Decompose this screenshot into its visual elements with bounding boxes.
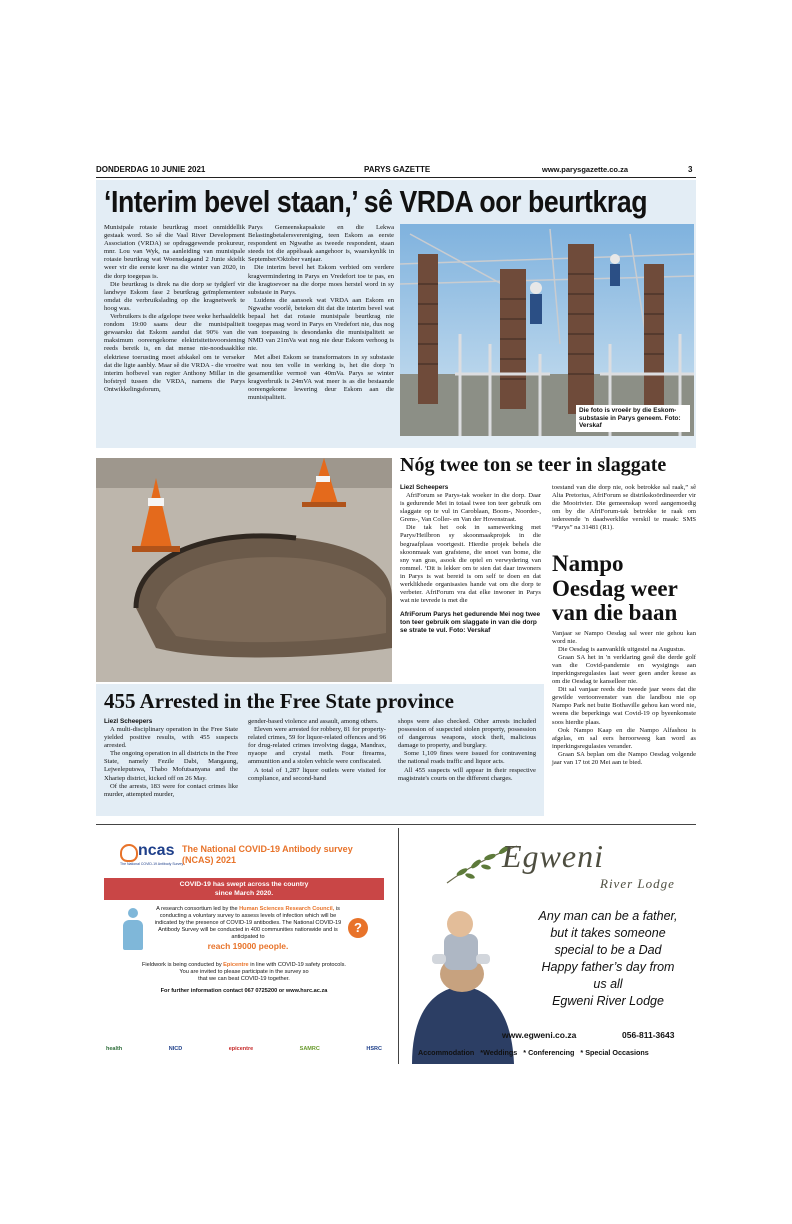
paragraph: Die interim bevel het Eskom verbied om verdere kragvermindering in Parys en Vredefort toe te pas, en die kragtoevoer na die dorpe moes herstel word in sy substasie in Parys. xyxy=(248,264,394,296)
paragraph: Dit sal vanjaar reeds die tweede jaar wees dat die gewilde vertoonvenster van die landbou nie op Nampo Park net buite Bothaville gehou kan word nie, weens die beperkings wat Covid-19 op byeenkomste soos hierdie plaas. xyxy=(552,686,696,726)
partner-logo: SAMRC xyxy=(299,1046,320,1052)
article-column xyxy=(104,224,245,394)
photo-caption: AfriForum Parys het gedurende Mei nog twee ton teer gebruik om slaggate in van die dorp se strate te vul. Foto: Verskaf xyxy=(400,611,541,635)
website: www.parysgazette.co.za xyxy=(542,165,629,174)
paragraph: Graan SA het in 'n verklaring gesê die derde golf van die Covid-pandemie en wysigings aan inperkingsregulasies laat weer geen ander keuse as om die Oesdag te kanselleer nie. xyxy=(552,653,696,686)
partner-logo: epicentre xyxy=(228,1046,254,1052)
partner-logo: HSRC xyxy=(366,1046,382,1052)
paragraph: Ook Nampo Kaap en die Nampo Alfashou is afgelas, en sal eers heroorweeg kan word as inperkingsregulasies verander. xyxy=(552,726,696,750)
ncas-reach: reach 19000 people. xyxy=(207,941,289,951)
substation-photo xyxy=(400,224,694,436)
egweni-services: Accommodation *Weddings * Conferencing * Special Occasions xyxy=(418,1048,649,1057)
article-column xyxy=(398,718,536,783)
photo-caption: Die foto is vroeër by die Eskom-substasie in Parys geneem. Foto: Verskaf xyxy=(579,407,681,430)
issue-date: DONDERDAG 10 JUNIE 2021 xyxy=(96,165,206,174)
paragraph: Of the arrests, 183 were for contact crimes like murder, attempted murder, xyxy=(104,782,238,798)
egweni-brand-sub: River Lodge xyxy=(600,876,675,891)
paragraph: AfriForum se Parys-tak woeker in die dorp. Daar is gedurende Mei in totaal twee ton teer gebruik om slaggate op te vul in Caroblaan, Boom-, Noorder-, Grens-, Van Coller- en Van der Hovenstraat. xyxy=(400,492,541,524)
article-headline: 455 Arrested in the Free State province xyxy=(104,689,454,713)
article-column xyxy=(552,484,696,533)
photo-caption-box xyxy=(576,405,690,432)
paragraph: Parys Gemeenskapsaksie en die Lekwa Belastingbetalersvereniging, teen Eskom as eerste respondent en Ngwathe as tweede respondent, staan steeds tot die appèlsaak aangehoor is, waarskynlik in September/Oktober vanjaar. xyxy=(248,224,394,264)
ncas-logo-icon xyxy=(120,844,138,862)
article-nampo xyxy=(552,552,696,822)
paragraph: A total of 1,287 liquor outlets were visited for compliance, and second-hand xyxy=(248,766,386,782)
paragraph: All 455 suspects will appear in their respective magistrate's courts on the different charges. xyxy=(398,766,536,782)
article-column xyxy=(104,718,238,799)
ncas-banner: COVID-19 has swept across the country since March 2020. xyxy=(104,878,384,900)
paragraph: Eleven were arrested for robbery, 81 for property-related crimes, 59 for liquor-related offences and 96 for drug-related crimes involving dagga, Mandrax, nyaope and crystal meth. Four firearms, ammunition and a stolen vehicle were confiscated. xyxy=(248,726,386,766)
paper-name: PARYS GAZETTE xyxy=(364,165,431,174)
byline: Liezl Scheepers xyxy=(400,484,449,491)
ad-divider xyxy=(398,828,399,1064)
paragraph: Vanjaar se Nampo Oesdag sal weer nie gehou kan word nie. xyxy=(552,629,696,645)
paragraph: Die tak het ook in samewerking met Parys/Heilbron sy skoonmaakprojek in die begraafplaas voortgesit. Hierdie projek behels die skoonmaak van grafstene, die snoei van bome, die sny van gras, asook die optel en verwydering van rommel. ‘Dit is lekker om te sien dat daar inwoners in Parys is wat bereid is om self te doen en dat werklikhede organisasies hande vat om die dorp te verbeter. AfriForum vra dat elke inwoner in Parys wat nie tevrede is met die xyxy=(400,524,541,605)
ncas-person-icon xyxy=(120,908,146,954)
paragraph: Graan SA beplan om die Nampo Oesdag volgende jaar van 17 tot 20 Mei aan te bied. xyxy=(552,750,696,766)
paragraph: gender-based violence and assault, among others. xyxy=(248,718,379,725)
partner-logo: health xyxy=(106,1046,123,1052)
paragraph: Die beurtkrag is direk na die dorp se tydglerf vir landwye Eskom fase 2 beurtkrag geïmplementeer omdat die verbruikslading op die kragnetwerk te hoog was. xyxy=(104,280,245,312)
article-column xyxy=(248,224,394,402)
article-arrests xyxy=(96,684,544,816)
paragraph: Verbruikers is die afgelope twee weke herhaaldelik rondom 19:00 saans deur die munisipaliteit gewaarsku dat Eskom aandui dat 90% van die maksimum ooreengekome elektrisiteitsvoorsiening reeds bereik is, en dat mense nie-noodsaaklike elektriese toerusting moet afskakel om te verseker dat die ligte aanbly. Maar sê die VRDA - die vroeëre interim hofbevel van regter Anthony Millar in die hofstryd tussen die VRDA, namens die Parys Ontwikkelingsforum, xyxy=(104,313,245,393)
paragraph: shops were also checked. Other arrests included possession of suspected stolen property, possession of dangerous weapons, stock theft, malicious damage to property, and burglary. xyxy=(398,718,536,750)
ncas-logo-sub: The National COVID-19 Antibody Survey xyxy=(120,862,184,866)
paragraph: Met albei Eskom se transformators in sy substasie wat nou ten volle in werking is, het die dorp 'n gesamentlike vermoë van 40mVa. Parys se winter kragverbruik is 24mVA wat meer is as die bestaande ooreengekome lewering deur Eskom aan die munisipaliteit. xyxy=(248,353,394,401)
article-column xyxy=(248,718,386,783)
ncas-body: A research consortium led by the Human Sciences Research Council, is conducting a voluntary survey to assess levels of infection which will be indicated by the presence of COVID-19 antibodies. The National COVID-19 Antibody Survey will be conducted in 400 communities nationwide and is anticipated to reach 19000 people. xyxy=(150,906,346,952)
paragraph: A multi-disciplinary operation in the Free State yielded positive results, with 455 suspects arrested. xyxy=(104,726,238,750)
substation-illustration xyxy=(400,224,694,436)
paragraph: The ongoing operation in all districts in the Free State, namely Fezile Dabi, Mangaung, Lejweleputswa, Thabo Mofutsanyana and the Xhariep district, kicked off on 26 May. xyxy=(104,750,238,782)
ncas-logo-text: ncas xyxy=(138,842,175,859)
paragraph: Some 1,109 fines were issued for contravening the national roads traffic and liquor acts. xyxy=(398,750,536,766)
ncas-title: The National COVID-19 Antibody survey (NCAS) 2021 xyxy=(182,844,353,865)
question-icon: ? xyxy=(348,918,368,938)
partner-logo: NICD xyxy=(168,1046,183,1052)
pothole-illustration xyxy=(96,458,392,682)
article-headline: Nampo Oesdag weer van die baan xyxy=(552,551,678,625)
ncas-fieldwork: Fieldwork is being conducted by Epicentre in line with COVID-19 safety protocols. You are invited to please participate in the survey so that we can beat COVID-19 together. For further information contact 067 0725200 or www.hsrc.ac.za xyxy=(104,962,384,995)
ncas-contact: For further information contact 067 0725200 or www.hsrc.ac.za xyxy=(160,988,328,994)
article-column xyxy=(400,484,541,635)
egweni-message: Any man can be a father, but it takes someone special to be a Dad Happy father’s day from us all Egweni River Lodge xyxy=(538,909,678,1008)
byline: Liezl Scheepers xyxy=(104,718,153,725)
article-beurtkrag xyxy=(96,180,696,448)
ncas-partner-logos xyxy=(106,1042,382,1056)
page-number: 3 xyxy=(688,165,693,174)
egweni-phone: 056-811-3643 xyxy=(622,1030,675,1040)
ncas-logo xyxy=(120,840,184,874)
article-headline: Nóg twee ton se teer in slaggate xyxy=(400,454,667,476)
paragraph: Luidens die aansoek wat VRDA aan Eskom en Ngwathe voorlê, beteken dit dat die interim bevel wat bepaal het dat rotasie munisipale beurtkrag nie toegepas mag word in Parys en Vredefort nie, dus nog van toepassing is desondanks die munisipaliteit se NMD van 21mVa wat nog nie deur Eskom verhoog is nie. xyxy=(248,296,394,353)
paragraph: toestand van die dorp nie, ook betrokke sal raak,” sê Alta Pretorius, AfriForum se distrikskoördineerder vir die Mooirivier. Die gemeenskap word aangemoedig om by die AfriForum-tak betrokke te raak om iedereende 'n daadwerklike verskil te maak: SMS “Parys” na 31481 (R1). xyxy=(552,484,696,532)
ad-ncas xyxy=(96,828,392,1064)
pothole-photo xyxy=(96,458,392,682)
egweni-website: www.egweni.co.za xyxy=(502,1030,577,1040)
paragraph: Die Oesdag is aanvanklik uitgestel na Augustus. xyxy=(558,645,686,653)
ad-egweni xyxy=(402,834,696,1064)
page-header xyxy=(96,165,696,178)
section-divider xyxy=(96,824,696,825)
article-headline: ‘Interim bevel staan,’ sê VRDA oor beurtkrag xyxy=(104,184,648,219)
paragraph: Munisipale rotasie beurtkrag moet onmiddellik gestaak word. So sê die Vaal River Development Association (VRDA) se opdraggewende prokureur, mnr. Lou van Wyk, na aanleiding van munisipale rotasie beurtkrag wat Woensdagaand 2 Junie skielik weer vir die eerste keer na die winter van 2020, in die dorp toegepas is. xyxy=(104,224,245,280)
egweni-brand: Egweni xyxy=(502,838,604,874)
